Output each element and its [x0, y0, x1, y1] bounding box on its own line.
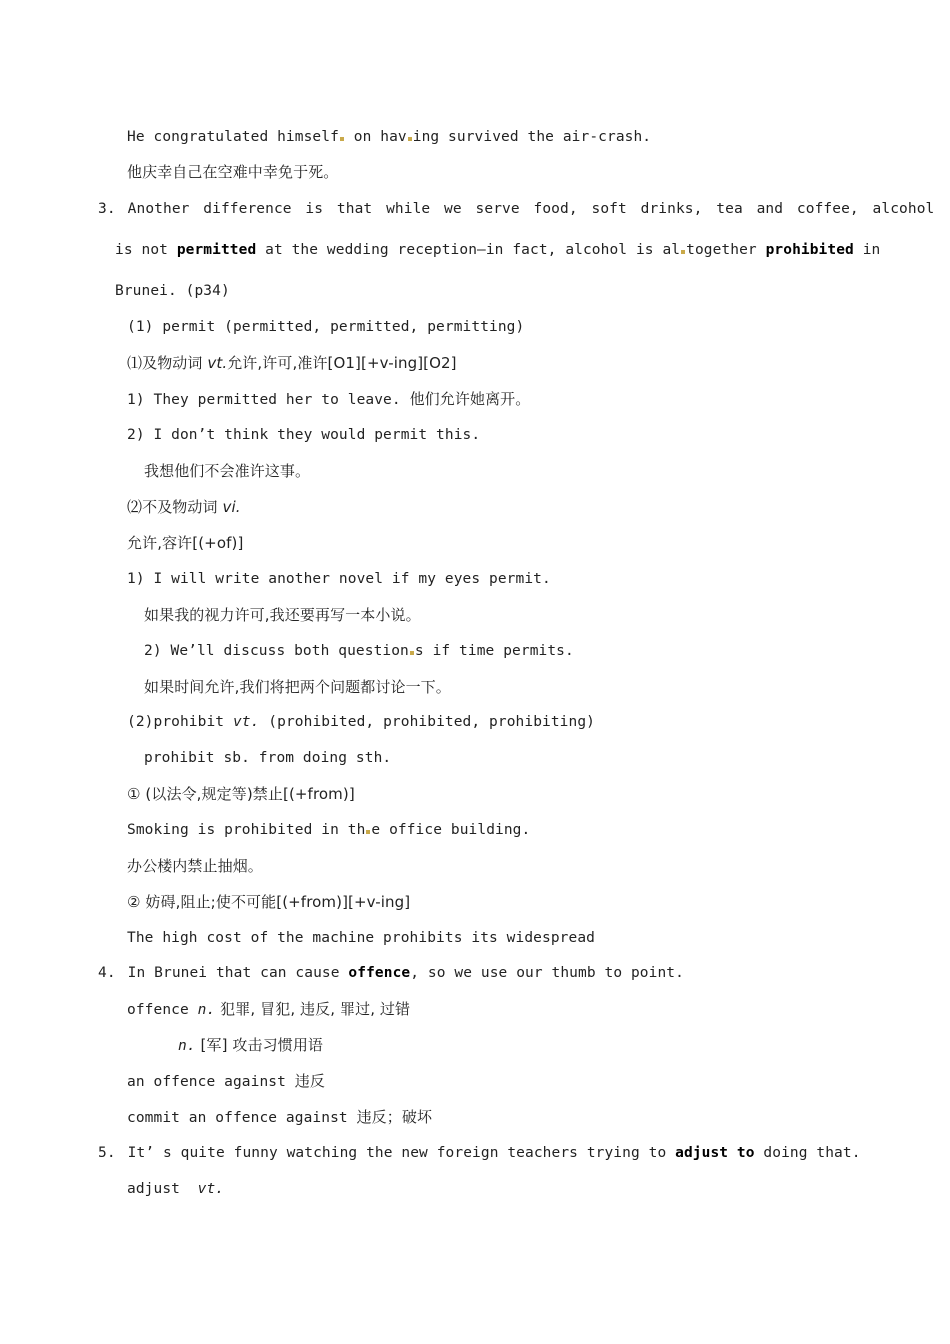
- item-4-heading: 4. In Brunei that can cause offence, so we use our thumb to point.: [98, 965, 684, 981]
- example-sentence: He congratulated himself on hav ing survived the air-crash.: [127, 129, 652, 145]
- item-3-heading: 3. Another difference is that while we serve food, soft drinks, tea and coffee, alcohol: [98, 201, 935, 217]
- sub-heading-prohibit: (2)prohibit vt. (prohibited, prohibited, prohibiting): [127, 714, 595, 730]
- definition-adjust: adjust vt.: [127, 1181, 225, 1197]
- keyword-adjust-to: adjust to: [675, 1145, 755, 1161]
- definition-offence: offence n. 犯罪, 冒犯, 违反, 罪过, 过错: [127, 1000, 411, 1018]
- idiom-1: an offence against 违反: [127, 1072, 325, 1090]
- keyword-permitted: permitted: [176, 242, 257, 258]
- meaning-1-translation: 办公楼内禁止抽烟。: [127, 857, 263, 875]
- keyword-offence: offence: [348, 965, 411, 981]
- marker-dot-icon: [366, 830, 370, 834]
- definition-vt: ⑴及物动词 vt.允许,许可,准许[O1][+v-ing][O2]: [127, 354, 457, 372]
- example-vi-1-translation: 如果我的视力许可,我还要再写一本小说。: [144, 606, 421, 624]
- definition-vi: ⑵不及物动词 vi.: [127, 498, 241, 516]
- keyword-prohibited: prohibited: [765, 242, 854, 258]
- example-vi-2: 2) We’ll discuss both question s if time permits.: [144, 643, 574, 659]
- meaning-1-example: Smoking is prohibited in th e office building.: [127, 822, 531, 838]
- meaning-2-example: The high cost of the machine prohibits its widespread: [127, 930, 595, 946]
- item-3-line-3: Brunei. (p34): [115, 283, 230, 299]
- example-vi-2-translation: 如果时间允许,我们将把两个问题都讨论一下。: [144, 678, 451, 696]
- item-5-heading: 5. It’ s quite funny watching the new foreign teachers trying to adjust to doing that.: [98, 1145, 861, 1161]
- item-3-line-2: is not permitted at the wedding reception—in fact, alcohol is al together prohibited in: [115, 242, 881, 258]
- example-vi-1: 1) I will write another novel if my eyes permit.: [127, 571, 551, 587]
- example-2-translation: 我想他们不会准许这事。: [144, 462, 311, 480]
- definition-offence-military: n. [军] 攻击习惯用语: [178, 1036, 324, 1054]
- meaning-2: ② 妨碍,阻止;使不可能[(+from)][+v-ing]: [127, 893, 411, 911]
- meaning-1: ① (以法令,规定等)禁止[(+from)]: [127, 785, 355, 803]
- marker-dot-icon: [681, 250, 685, 254]
- example-2: 2) I don’t think they would permit this.: [127, 427, 481, 443]
- marker-dot-icon: [340, 137, 344, 141]
- marker-dot-icon: [408, 137, 412, 141]
- example-1: 1) They permitted her to leave. 他们允许她离开。: [127, 390, 531, 408]
- sub-heading-permit: (1) permit (permitted, permitted, permitting): [127, 319, 525, 335]
- definition-vi-meaning: 允许,容许[(+of)]: [127, 534, 244, 552]
- usage-pattern: prohibit sb. from doing sth.: [144, 750, 392, 766]
- example-translation: 他庆幸自己在空难中幸免于死。: [127, 163, 339, 181]
- marker-dot-icon: [410, 651, 414, 655]
- idiom-2: commit an offence against 违反；破坏: [127, 1108, 433, 1126]
